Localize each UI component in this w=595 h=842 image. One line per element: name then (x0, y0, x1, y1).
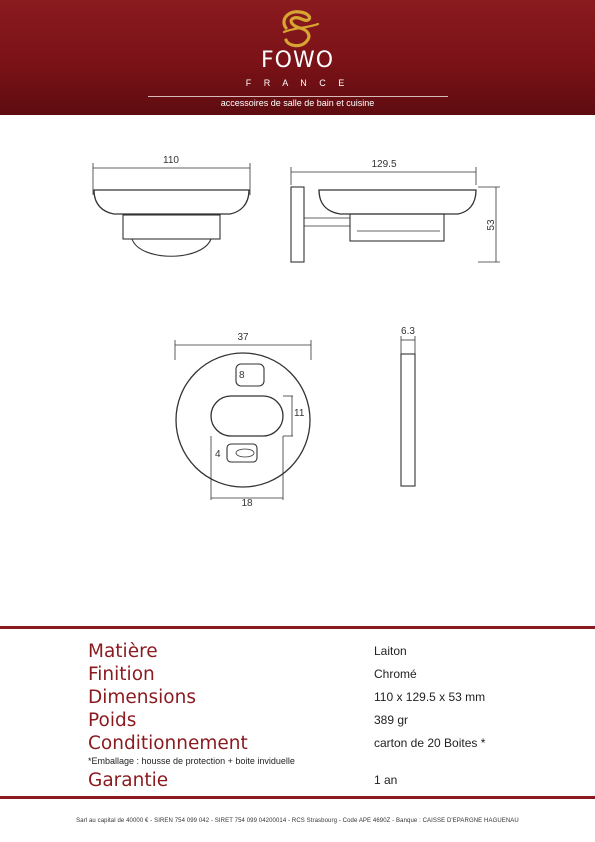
spec-value-garantie: 1 an (374, 773, 398, 787)
front-view (93, 163, 250, 256)
spec-value-dimensions: 110 x 129.5 x 53 mm (374, 690, 486, 704)
fowo-logo-icon (278, 6, 322, 50)
brand-tagline: accessoires de salle de bain et cuisine (220, 98, 375, 108)
section-divider-top (0, 626, 595, 629)
spec-value-finition: Chromé (374, 667, 417, 681)
dim-small-slot-height: 4 (215, 449, 221, 460)
header-banner (0, 0, 595, 115)
spec-label-garantie: Garantie (88, 770, 169, 791)
dim-base-diameter: 37 (237, 332, 249, 343)
side-view (291, 167, 500, 262)
spec-label-poids: Poids (88, 710, 137, 731)
base-front-view (175, 340, 311, 500)
section-divider-bottom (0, 796, 595, 799)
spec-label-finition: Finition (88, 664, 155, 685)
base-side-view (401, 336, 415, 486)
spec-label-conditionnement: Conditionnement (88, 733, 248, 754)
spec-label-matiere: Matière (88, 641, 158, 662)
brand-country: F R A N C E (245, 78, 350, 88)
spec-value-poids: 389 gr (374, 713, 409, 727)
dim-front-width: 110 (163, 155, 179, 166)
packaging-note: *Emballage : housse de protection + boite inviduelle (88, 756, 295, 766)
spec-value-conditionnement: carton de 20 Boites * (374, 736, 486, 750)
dim-slot-height: 8 (239, 370, 245, 381)
legal-footer: Sarl au capital de 40000 € - SIREN 754 099 042 - SIRET 754 099 04200014 - RCS Strasbourg - Code APE 4690Z - Banque : CAISSE D'EPARGNE HAGUENAU (76, 818, 519, 824)
spec-value-matiere: Laiton (374, 644, 407, 658)
spec-label-dimensions: Dimensions (88, 687, 196, 708)
dim-hole-width: 18 (241, 498, 253, 509)
technical-drawing (0, 115, 595, 625)
tagline-divider (148, 96, 448, 97)
brand-name: FOWO (260, 48, 335, 73)
dim-side-width: 129.5 (371, 159, 397, 170)
dim-side-height: 53 (486, 219, 497, 231)
dim-hole-height: 11 (294, 408, 305, 419)
dim-plate-thickness: 6.3 (401, 326, 415, 337)
